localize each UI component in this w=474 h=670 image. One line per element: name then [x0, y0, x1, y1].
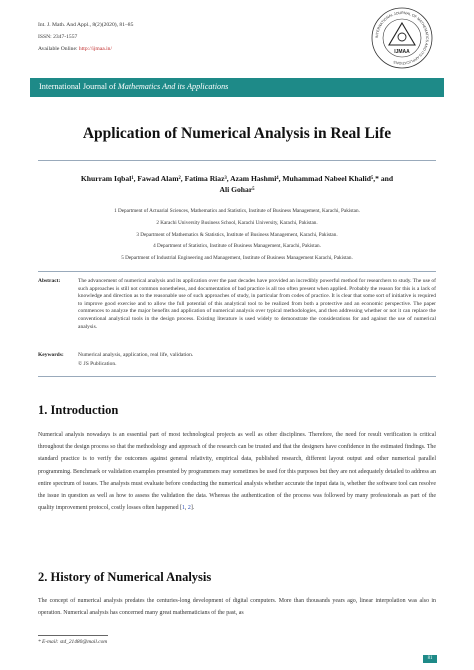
seal-abbr: IJMAA [394, 49, 410, 55]
journal-url-link[interactable]: http://ijmaa.in/ [78, 46, 113, 52]
issn-line: ISSN: 2347-1557 [38, 34, 78, 40]
availability-line [38, 43, 133, 55]
introduction-text: Numerical analysis nowadays is an essential part of most technological projects as well as other disciplines. Therefore, the need for result verification is critical throughout the design process so that the methodology and approach of the research can be trusted and that the designers have confidence in the estimated findings. The standard practice is to verify the outcomes against general relativity, empirical data, published research, different layout output and other numerical parallel programming. Benchmark or validation examples presented by programmers may sometimes be used for this purposes but they are not adequately detailed to address an entire spectrum of issues. The analysts must evaluate before conducting the numerical analysis whether accurate the input data is, whether the software tool can resolve the issue in question as well as how to assess the validation the data. Whereas the authentication of the process was followed by many professionals as part of the quality improvement protocol, costly losses often happened [ [38, 432, 436, 512]
author-line-1: Khurram Iqbal¹, Fawad Alam², Fatima Riaz³, Azam Hashmi⁴, Muhammad Nabeel Khalid⁵,* and [80, 174, 394, 183]
affiliation-item: 3 Department of Mathematics & Statistics, Institute of Business Management, Karachi, Pakistan. [136, 231, 338, 238]
footnote-divider [38, 635, 108, 636]
page-number: 81 [423, 655, 437, 663]
title-divider [38, 160, 436, 161]
journal-banner [30, 78, 444, 97]
banner-journal-name: Mathematics And its Applications [117, 82, 229, 91]
journal-seal-logo [371, 7, 433, 69]
banner-prefix: International Journal of [39, 82, 116, 91]
abstract-label: Abstract: [38, 278, 61, 284]
abstract-top-rule [38, 271, 436, 272]
abstract-text: The advancement of numerical analysis and its application over the past decades have provided an incredibly powerful method for researchers to study. The use of such approaches is still not common nonetheless, and documentation of bad practice is all too often present when applied. Probably the reason for this is a lack of knowledge and direction as to the reasonable use of such approaches of study, in particular from codes of practice. It is clear that some sort of initiative is required to improve good exercise and to allow the full potential of this analytical tool to be realized from both a protective and an economic perspective. The paper commences to analyze the major benefits and application of numerical analysis over typical methodologies, and then addressing whether or not it can replace the conventional analytical tools in the design process. Existing literature is used widely to demonstrate the considerations for and against the use of numerical analysis. [78, 278, 436, 330]
introduction-end: ]. [190, 505, 195, 512]
citation-line: Int. J. Math. And Appl., 8(2)(2020), 81–85 [38, 22, 134, 28]
abstract-bottom-rule [38, 376, 436, 377]
keywords-label: Keywords: [38, 352, 64, 358]
available-label: Available Online: [38, 46, 78, 52]
affiliation-item: 5 Department of Industrial Engineering and Management, Institute of Business Management Karachi, Pakistan. [121, 255, 353, 262]
section-heading-history: 2. History of Numerical Analysis [38, 570, 212, 584]
citation-link[interactable]: 1 [181, 505, 185, 512]
author-line-2: Ali Gohar⁵ [219, 184, 255, 194]
affiliation-item: 1 Department of Actuarial Sciences, Mathematics and Statistics, Institute of Business Management, Karachi, Pakistan. [114, 208, 360, 214]
author-list [58, 174, 416, 195]
copyright-notice: © JS Publication. [78, 361, 117, 367]
introduction-paragraph [38, 429, 436, 514]
citation-separator: , [184, 505, 188, 512]
journal-header [38, 19, 133, 55]
email-footnote: * E-mail: std_21480@mail.com [38, 639, 108, 645]
citation-link[interactable]: 2 [187, 505, 191, 512]
history-paragraph: The concept of numerical analysis predates the centuries-long development of digital computers. More than thousands years ago, linear interpolation was also in operation. Numerical analysis has concerned many great mathematicians of the past, as [38, 598, 436, 617]
seal-arc-text: INTERNATIONAL JOURNAL OF MATHEMATICS AND ITS APPLICATIONS [374, 10, 430, 66]
paper-title: Application of Numerical Analysis in Real Life [82, 125, 392, 142]
affiliation-item: 4 Department of Statistics, Institute of Business Management, Karachi, Pakistan. [153, 243, 321, 250]
affiliation-item: 2 Karachi University Business School, Karachi University, Karachi, Pakistan. [156, 219, 318, 226]
section-heading-introduction: 1. Introduction [38, 403, 119, 417]
affiliation-list [0, 206, 474, 265]
keywords-text: Numerical analysis, application, real life, validation. [78, 352, 194, 358]
